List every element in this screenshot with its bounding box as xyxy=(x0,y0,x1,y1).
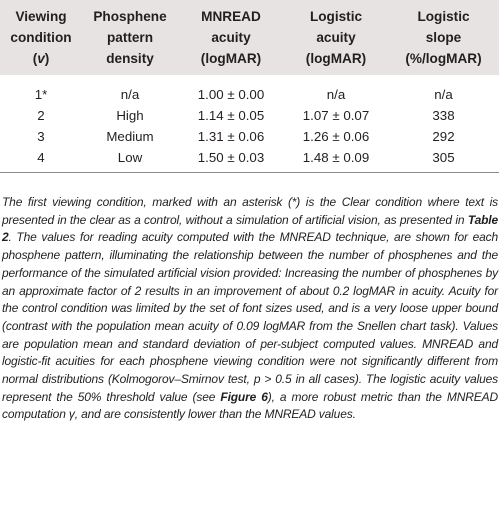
cell-condition: 3 xyxy=(37,129,45,144)
header-mnread-acuity xyxy=(178,0,284,75)
header-logistic-acuity xyxy=(284,0,388,75)
table-row xyxy=(0,126,499,147)
header-line: slope xyxy=(425,30,462,45)
header-viewing-condition xyxy=(0,0,82,75)
header-phosphene-density xyxy=(82,0,178,75)
header-line: Logistic xyxy=(309,9,363,24)
variable-v: v xyxy=(37,51,45,66)
footnote-text: ), a more robust metric than the MNREAD computation γ, and are consistently lower than the MNREAD values. xyxy=(2,389,499,422)
cell-logistic-slope: n/a xyxy=(434,87,453,102)
table-header xyxy=(0,0,499,75)
cell-density: Low xyxy=(117,150,143,165)
cell-logistic-slope: 292 xyxy=(432,129,455,144)
header-line: condition xyxy=(10,30,72,45)
cell-logistic-slope: 338 xyxy=(432,108,455,123)
header-line: MNREAD xyxy=(201,9,261,24)
cell-logistic-acuity: 1.07 ± 0.07 xyxy=(302,108,370,123)
cell-mnread: 1.00 ± 0.00 xyxy=(197,87,265,102)
cell-logistic-acuity: n/a xyxy=(326,87,346,102)
cell-logistic-slope: 305 xyxy=(432,150,455,165)
header-line: Logistic xyxy=(417,9,470,24)
cell-condition: 4 xyxy=(37,150,45,165)
header-line: (v) xyxy=(32,51,50,66)
cell-mnread: 1.50 ± 0.03 xyxy=(197,150,265,165)
figure-6-reference[interactable]: Figure 6 xyxy=(220,389,268,404)
cell-mnread: 1.14 ± 0.05 xyxy=(197,108,265,123)
cell-mnread: 1.31 ± 0.06 xyxy=(197,129,265,144)
cell-condition: 2 xyxy=(37,108,45,123)
header-line: Viewing xyxy=(15,9,67,24)
cell-logistic-acuity: 1.48 ± 0.09 xyxy=(302,150,370,165)
results-table xyxy=(0,0,499,173)
footnote-text: The first viewing condition, marked with an asterisk (*) is the Clear condition where text is presented in the clear as a control, without a simulation of artificial vision, as presented in xyxy=(2,195,498,227)
table-body xyxy=(0,75,499,173)
header-line: density xyxy=(106,51,154,66)
cell-logistic-acuity: 1.26 ± 0.06 xyxy=(302,129,370,144)
header-line: (logMAR) xyxy=(200,51,262,66)
table-row xyxy=(0,105,499,126)
cell-density: High xyxy=(116,108,144,123)
header-line: (logMAR) xyxy=(305,51,367,66)
table-row xyxy=(0,75,499,105)
cell-condition: 1* xyxy=(34,87,48,102)
table-row xyxy=(0,147,499,173)
header-line: (%/logMAR) xyxy=(405,51,482,66)
header-line: acuity xyxy=(211,30,251,45)
cell-density: n/a xyxy=(120,87,140,102)
footnote-text: . The values for reading acuity computed with the MNREAD technique, are shown for each phosphene pattern, illuminating the relationship between the number of phosphenes and the performance of the simulated artificial vision provided: Increasing the number of phosphenes by an approximate factor of 2 results in an improvement of about 0.2 logMAR in acuity. Acuity for the control condition was limited by the set of font sizes used, and is a very loose upper bound (contrast with the population mean acuity of 0.09 logMAR from the Snellen chart task). Values are population mean and standard deviation of per-subject computed values. MNREAD and logistic-fit acuities for each phosphene viewing condition were not significantly different from normal distributions (Kolmogorov–Smirnov test, p > 0.5 in all cases). The logistic acuity values represent the 50% threshold value (see xyxy=(2,230,498,404)
cell-density: Medium xyxy=(106,129,154,144)
table-2-reference[interactable]: Table 2 xyxy=(2,212,498,245)
header-line: acuity xyxy=(316,30,356,45)
header-line: pattern xyxy=(106,30,154,45)
table-footnote xyxy=(2,194,498,424)
header-line: Phosphene xyxy=(93,9,167,24)
header-logistic-slope xyxy=(388,0,499,75)
